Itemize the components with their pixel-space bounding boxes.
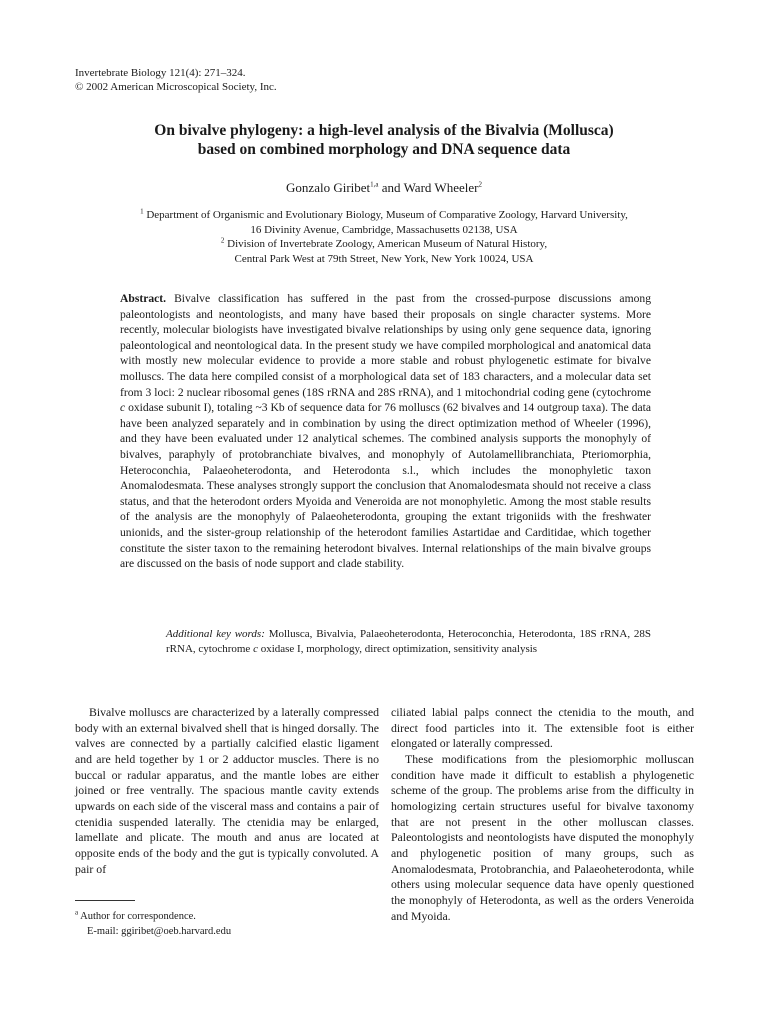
journal-header — [75, 66, 277, 94]
affiliation-1-line-2: 16 Divinity Avenue, Cambridge, Massachusetts 02138, USA — [250, 223, 518, 236]
body-column-left — [75, 705, 379, 877]
body-paragraph: ciliated labial palps connect the ctenidia to the mouth, and direct food particles into it. The extensible foot is either elongated or laterally compressed. — [391, 705, 694, 751]
journal-citation: Invertebrate Biology 121(4): 271–324. — [75, 67, 246, 79]
abstract-text-2: oxidase subunit I), totaling ~3 Kb of sequence data for 76 molluscs (62 bivalves and 14 outgroup taxa). The data have been analyzed separately and in combination by using the direct optimization method of Wheeler (1996), and they have been evaluated under 12 analytical schemes. The combined analysis supports the monophyly of bivalves, paraphyly of protobranchiate bivalves, and monophyly of Autolamellibranchiata, Pteriomorphia, Heteroconchia, Palaeoheterodonta, and Heterodonta s.l., which includes the monophyletic taxon Anomalodesmata. These analyses strongly support the conclusion that Anomalodesmata should not receive a class status, and that the heterodont orders Myoida and Veneroida are not monophyletic. Among the most stable results of the analysis are the monophyly of Palaeoheterodonta, grouping the extant trigoniids with the freshwater unionids, and the sister-group relationship of the heterodont families Astartidae and Carditidae, which together constitute the sister taxon to the remaining heterodont bivalves. Internal relationships of the main bivalve groups are discussed on the basis of node support and clade stability. — [120, 401, 651, 571]
footnote-marker: a — [75, 908, 79, 917]
footnotes — [75, 909, 231, 939]
affiliation-1-text: Department of Organismic and Evolutionary Biology, Museum of Comparative Zoology, Harvard University, — [146, 209, 628, 221]
keywords — [166, 627, 651, 657]
abstract-italic-c: c — [120, 401, 126, 415]
body-paragraph: Bivalve molluscs are characterized by a laterally compressed body with an external bivalved shell that is hinged dorsally. The valves are connected by a partially calcified elastic ligament and are held together by 1 or 2 adductor muscles. There is no buccal or radular apparatus, and the mantle lobes are either joined or free ventrally. The spacious mantle cavity extends upwards on each side of the visceral mass and contains a pair of ctenidia suspended laterally. The ctenidia may be enlarged, lamellate and plicate. The mouth and anus are located at opposite ends of the body and the gut is typically convoluted. A pair of — [75, 705, 379, 876]
author-and: and — [378, 180, 404, 195]
author-1-sup: 1,a — [370, 180, 379, 189]
footnote-correspondence — [75, 909, 231, 924]
author-2: Ward Wheeler — [403, 180, 479, 195]
paper-title — [0, 121, 768, 159]
footnote-email: E-mail: ggiribet@oeb.harvard.edu — [87, 926, 232, 937]
affiliation-2-line-2: Central Park West at 79th Street, New York, New York 10024, USA — [234, 252, 534, 265]
keywords-label: Additional key words: — [166, 628, 265, 640]
keywords-text-1: Mollusca, Bivalvia, Palaeoheterodonta, Heteroconchia, Heterodonta, 18S rRNA, 28S rRNA, cytochrome — [166, 628, 651, 655]
affiliation-1-num: 1 — [140, 207, 144, 216]
footnote-correspondence-text: Author for correspondence. — [78, 911, 196, 922]
affiliation-2-line-1 — [90, 237, 678, 252]
keywords-italic-c: c — [253, 643, 258, 655]
title-line-2: based on combined morphology and DNA sequence data — [197, 141, 571, 158]
title-line-1: On bivalve phylogeny: a high-level analysis of the Bivalvia (Mollusca) — [154, 122, 614, 139]
affiliations — [90, 208, 678, 266]
abstract-text-1: Bivalve classification has suffered in the past from the crossed-purpose discussions among paleontologists and neontologists, and many have based their proposals on single character systems. More recently, molecular biologists have investigated bivalve relationships by using only gene sequence data, ignoring paleontological and neontological data. In the present study we have compiled morphological and anatomical data with mostly new molecular evidence to provide a more stable and robust phylogenetic estimate for bivalve molluscs. The data here compiled consist of a morphological data set of 183 characters, and a molecular data set from 3 loci: 2 nuclear ribosomal genes (18S rRNA and 28S rRNA), and 1 mitochondrial coding gene (cytochrome — [120, 292, 651, 399]
abstract-label: Abstract. — [120, 292, 167, 305]
affiliation-2-text: Division of Invertebrate Zoology, American Museum of Natural History, — [227, 238, 548, 250]
body-column-right — [391, 705, 694, 924]
journal-copyright: © 2002 American Microscopical Society, Inc. — [75, 81, 277, 93]
body-paragraph: These modifications from the plesiomorphic molluscan condition have made it difficult to establish a phylogenetic scheme of the group. The problems arise from the difficulty in homologizing certain structures useful for bivalve taxonomy that are not present in the other molluscan classes. Paleontologists and neontologists have disputed the monophyly and phylogenetic position of many groups, such as Anomalodesmata, Protobranchia, and Palaeoheterodonta, while others using molecular sequence data have openly questioned the monophyly of Heterodonta, as well as the orders Veneroida and Myoida. — [391, 751, 694, 923]
author-list — [0, 180, 768, 196]
affiliation-1-line-1 — [90, 208, 678, 223]
affiliation-2-num: 2 — [220, 236, 225, 245]
author-1: Gonzalo Giribet — [286, 180, 371, 195]
abstract — [120, 291, 651, 572]
author-2-sup: 2 — [478, 180, 482, 189]
footnote-divider — [75, 900, 135, 901]
keywords-text-2: oxidase I, morphology, direct optimization, sensitivity analysis — [257, 643, 538, 655]
